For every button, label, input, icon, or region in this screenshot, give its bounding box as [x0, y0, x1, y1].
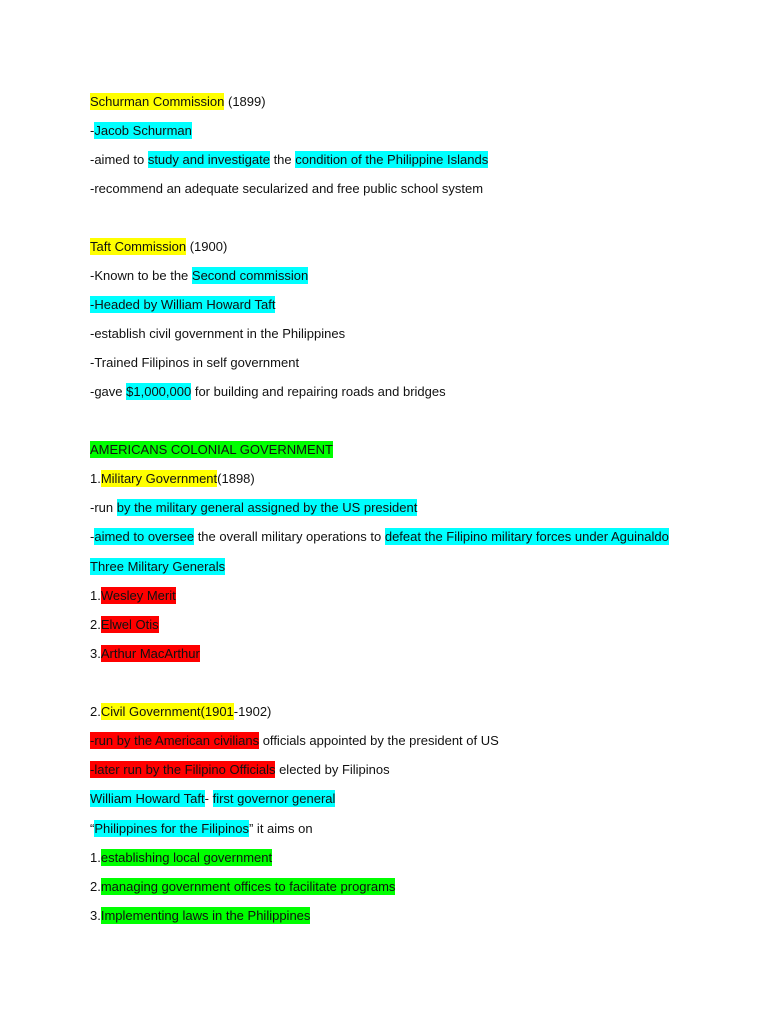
highlight: Civil Government(1901 — [100, 704, 234, 719]
text: “ — [90, 821, 95, 836]
highlight: Second commission — [191, 268, 309, 283]
highlight: Philippines for the Filipinos — [94, 821, 249, 836]
text: -1902) — [233, 704, 272, 719]
text: 1. — [90, 588, 101, 603]
highlight: by the military general assigned by the US president — [116, 500, 418, 515]
taft-line-2 — [90, 295, 275, 315]
text: (1898) — [217, 471, 255, 486]
highlight: Military Government — [100, 471, 218, 486]
highlight: - — [90, 733, 95, 748]
text: -run — [90, 500, 117, 515]
text: 2. — [90, 704, 101, 719]
highlight: Implementing laws in the Philippines — [100, 908, 311, 923]
highlight: William Howard Taft — [90, 791, 205, 806]
highlight: Jacob Schurman — [94, 123, 192, 138]
taft-year: (1900) — [186, 239, 228, 254]
highlight: Arthur MacArthur — [100, 646, 200, 661]
highlight: - — [90, 762, 95, 777]
highlight: Wesley Merit — [100, 588, 176, 603]
civil-line-3 — [90, 789, 335, 809]
civil-heading — [90, 702, 271, 722]
schurman-heading — [90, 92, 266, 112]
colonial-heading — [90, 440, 333, 460]
highlight: - — [90, 297, 95, 312]
schurman-title: Schurman Commission — [90, 94, 225, 109]
highlight: $1,000,000 — [126, 384, 192, 399]
highlight: Headed by William Howard Taft — [94, 297, 276, 312]
highlight: defeat the Filipino military forces under Aguinaldo — [384, 529, 669, 544]
military-line-1 — [90, 498, 417, 518]
text: -aimed to — [90, 152, 148, 167]
highlight: Three Military Generals — [90, 559, 226, 574]
text: 1. — [90, 471, 101, 486]
text: - — [90, 529, 95, 544]
civil-line-1 — [90, 731, 499, 751]
highlight: AMERICANS COLONIAL GOVERNMENT — [90, 442, 333, 457]
general-item — [90, 644, 200, 664]
text: 2. — [90, 617, 101, 632]
text: 2. — [90, 879, 101, 894]
text: the — [269, 152, 296, 167]
highlight: establishing local government — [100, 850, 273, 865]
taft-heading — [90, 237, 227, 257]
text: for building and repairing roads and bridges — [191, 384, 446, 399]
highlight: managing government offices to facilitate programs — [100, 879, 396, 894]
taft-line-3: -establish civil government in the Philippines — [90, 326, 346, 341]
schurman-line-2 — [90, 150, 488, 170]
taft-line-1 — [90, 266, 308, 286]
text: 3. — [90, 908, 101, 923]
taft-line-5 — [90, 382, 446, 402]
schurman-line-1 — [90, 121, 192, 141]
text: officials appointed by the president of US — [259, 733, 499, 748]
military-line-2 — [90, 527, 669, 547]
text: - — [90, 123, 95, 138]
military-heading — [90, 469, 255, 489]
schurman-line-3: -recommend an adequate secularized and free public school system — [90, 181, 484, 196]
aim-item — [90, 848, 272, 868]
text: ” it aims on — [248, 821, 313, 836]
highlight: study and investigate — [147, 152, 270, 167]
text: -Known to be the — [90, 268, 192, 283]
text: 1. — [90, 850, 101, 865]
text: elected by Filipinos — [275, 762, 390, 777]
text: -gave — [90, 384, 127, 399]
highlight: Elwel Otis — [100, 617, 159, 632]
highlight: run by the American civilians — [94, 733, 260, 748]
civil-line-2 — [90, 760, 390, 780]
civil-line-4 — [90, 819, 313, 839]
text: 3. — [90, 646, 101, 661]
taft-title: Taft Commission — [90, 239, 187, 254]
text: - — [204, 791, 213, 806]
text: the overall military operations to — [194, 529, 385, 544]
generals-heading — [90, 557, 225, 577]
schurman-year: (1899) — [224, 94, 266, 109]
highlight: condition of the Philippine Islands — [295, 152, 489, 167]
general-item — [90, 586, 176, 606]
highlight: first governor general — [212, 791, 336, 806]
general-item — [90, 615, 159, 635]
aim-item — [90, 906, 310, 926]
highlight: aimed to oversee — [94, 529, 195, 544]
highlight: later run by the Filipino Officials — [94, 762, 276, 777]
taft-line-4: -Trained Filipinos in self government — [90, 355, 300, 370]
aim-item — [90, 877, 395, 897]
